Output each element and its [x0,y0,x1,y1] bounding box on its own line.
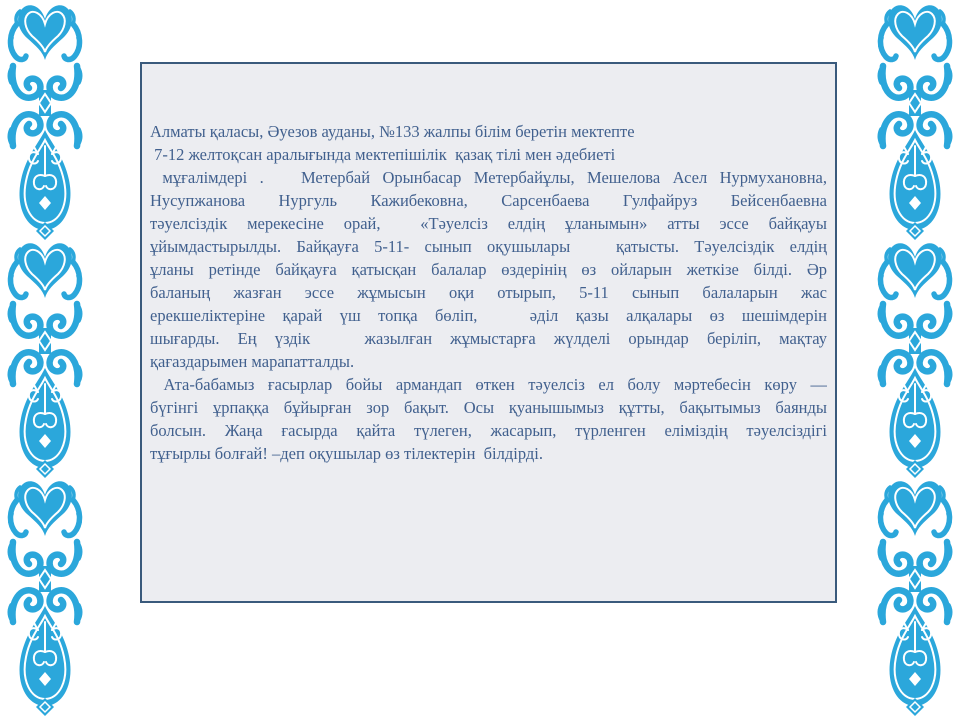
text-line: ерекшеліктеріне қарай үш топқа бөліп, әділ қазы алқалары өз шешімдерін [150,306,827,325]
text-line: ұйымдастырылды. Байқауға 5-11- сынып оқушылары қатысты. Тәуелсіздік елдің [150,237,827,256]
kazakh-ornament-left-border [3,0,87,720]
text-line: тұғырлы болғай! –деп оқушылар өз тілектерін білдірді. [150,444,543,463]
kazakh-ornament-right-border [873,0,957,720]
text-line: шығарды. Ең үздік жазылған жұмыстарға жүлделі орындар беріліп, мақтау [150,329,827,348]
text-line: бүгінгі ұрпаққа бұйырған зор бақыт. Осы қуанышымыз құтты, бақытымыз баянды [150,398,827,417]
text-line: Ата-бабамыз ғасырлар бойы армандап өткен тәуелсіз ел болу мәртебесін көру — [150,375,827,394]
text-line: Алматы қаласы, Әуезов ауданы, №133 жалпы білім беретін мектепте [150,122,635,141]
text-content [142,64,835,465]
text-line: қағаздарымен марапатталды. [150,352,355,371]
text-line: баланың жазған эссе жұмысын оқи отырып, 5-11 сынып балаларын жас [150,283,827,302]
text-line: 7-12 желтоқсан аралығында мектепішілік қазақ тілі мен әдебиеті [150,145,616,164]
text-line: болсын. Жаңа ғасырда қайта түлеген, жасарып, түрленген еліміздің тәуелсіздігі [150,421,827,440]
text-line: мұғалімдері . Метербай Орынбасар Метербайұлы, Мешелова Асел Нурмухановна, [150,168,827,187]
text-line: ұланы ретінде байқауға қатысқан балалар өздерінің өз ойларын жеткізе білді. Әр [150,260,827,279]
text-panel [140,62,837,603]
text-line: тәуелсіздік мерекесіне орай, «Тәуелсіз елдің ұланымын» атты эссе байқауы [150,214,827,233]
text-line: Нусупжанова Нургуль Кажибековна, Сарсенбаева Гулфайруз Бейсенбаевна [150,191,827,210]
